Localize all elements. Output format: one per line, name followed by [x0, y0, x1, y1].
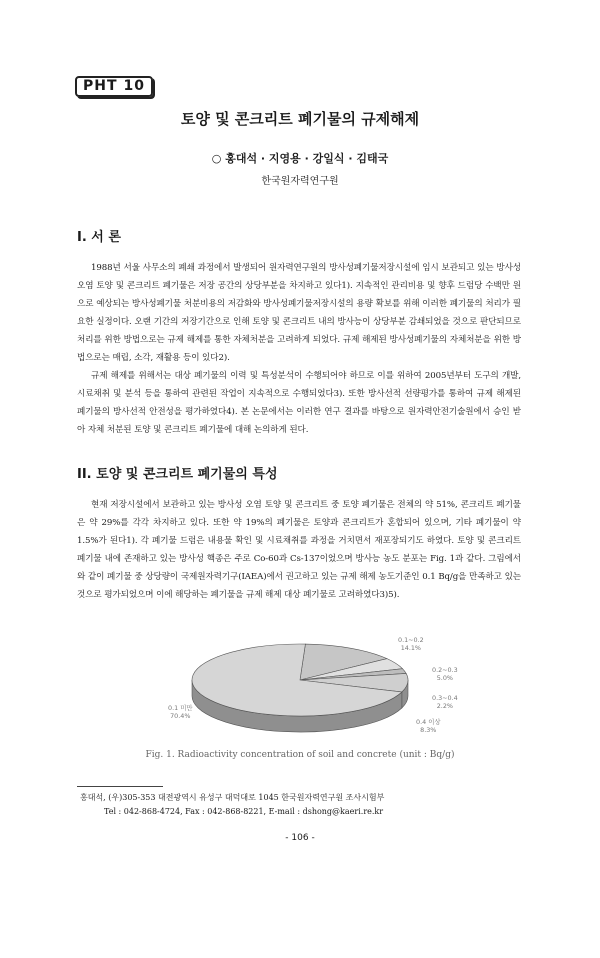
- label-under-0.1: 0.1 미만 70.4%: [168, 704, 193, 720]
- figure-caption: Fig. 1. Radioactivity concentration of soil and concrete (unit : Bq/g): [145, 750, 455, 760]
- section-heading-characteristics: II. 토양 및 콘크리트 폐기물의 특성: [77, 467, 278, 482]
- footnote-contact: Tel : 042-868-4724, Fax : 042-868-8221, E-mail : dshong@kaeri.re.kr: [104, 807, 384, 816]
- label-0.4-over: 0.4 이상 8.3%: [416, 718, 441, 734]
- footnote-rule: [77, 786, 163, 787]
- label-0.3-0.4: 0.3~0.4 2.2%: [432, 694, 458, 710]
- intro-body: [77, 259, 521, 439]
- label-0.1-0.2: 0.1~0.2 14.1%: [398, 636, 424, 652]
- characteristics-body: [77, 496, 521, 604]
- paper-title: 토양 및 콘크리트 폐기물의 규제해제: [180, 110, 420, 128]
- label-0.2-0.3: 0.2~0.3 5.0%: [432, 666, 458, 682]
- affiliation: 한국원자력연구원: [261, 176, 339, 187]
- footnote-address: 홍대석, (우)305-353 대전광역시 유성구 대덕대로 1045 한국원자력연구원 조사시험부: [80, 793, 385, 802]
- characteristics-paragraph-1: 현재 저장시설에서 보관하고 있는 방사성 오염 토양 및 콘크리트 중 토양 폐기물은 전체의 약 51%, 콘크리트 폐기물은 약 29%를 각각 차지하고 있다. 또한 약 19%의 폐기물은 토양과 콘크리트가 혼합되어 있으며, 기타 폐기물이 약 1.5%가 된다1). 각 폐기물 드럼은 내용물 확인 및 시료채취를 과정을 거치면서 재포장되기도 하였다. 토양 및 콘크리트 폐기물 내에 존재하고 있는 방사성 핵종은 주로 Co-60과 Cs-137이었으며 방사능 농도 분포는 Fig. 1과 같다. 그림에서와 같이 폐기물 중 상당량이 국제원자력기구(IAEA)에서 권고하고 있는 규제 해제 농도기준인 0.1 Bq/g을 만족하고 있는 것으로 평가되었으며 이에 해당하는 폐기물을 규제 해제 대상 폐기물로 고려하였다3)5).: [77, 500, 521, 600]
- section-heading-intro: I. 서 론: [77, 230, 121, 245]
- intro-paragraph-1: 1988년 서울 사무소의 폐쇄 과정에서 발생되어 원자력연구원의 방사성폐기물저장시설에 임시 보관되고 있는 방사성오염 토양 및 콘크리트 폐기물은 저장 공간의 상당부분을 차지하고 있다1). 지속적인 관리비용 및 향후 드럼당 수백만 원으로 예상되는 방사성폐기물 처분비용의 저감화와 방사성폐기물저장시설의 용량 확보를 위해 이러한 폐기물의 처리가 필요한 실정이다. 오랜 기간의 저장기간으로 인해 토양 및 콘크리트 내의 방사능이 상당부분 감쇄되었을 것으로 판단되므로 처리를 위한 방법으로는 규제 해제를 통한 자체처분을 고려하게 되었다. 규제 해제된 방사성폐기물의 자체처분을 위한 방법으로는 매립, 소각, 재활용 등이 있다2).: [77, 263, 521, 363]
- pie-chart-figure: [168, 632, 480, 742]
- page-number: - 106 -: [285, 833, 315, 843]
- authors: ○ 홍대석 · 지영용 · 강일식 · 김태국: [211, 152, 389, 165]
- intro-paragraph-2: 규제 해제를 위해서는 대상 폐기물의 이력 및 특성분석이 수행되어야 하므로 이를 위하여 2005년부터 도구의 개발, 시료채취 및 분석 등을 통하여 관련된 작업이 지속적으로 수행되었다3). 또한 방사선적 선량평가를 통하여 규제 해제된 폐기물의 방사선적 안전성을 평가하였다4). 본 논문에서는 이러한 연구 결과를 바탕으로 원자력안전기술원에서 승인 받아 자체 처분된 토양 및 콘크리트 폐기물에 대해 논의하게 된다.: [77, 371, 521, 435]
- session-tag: PHT 10: [75, 76, 153, 97]
